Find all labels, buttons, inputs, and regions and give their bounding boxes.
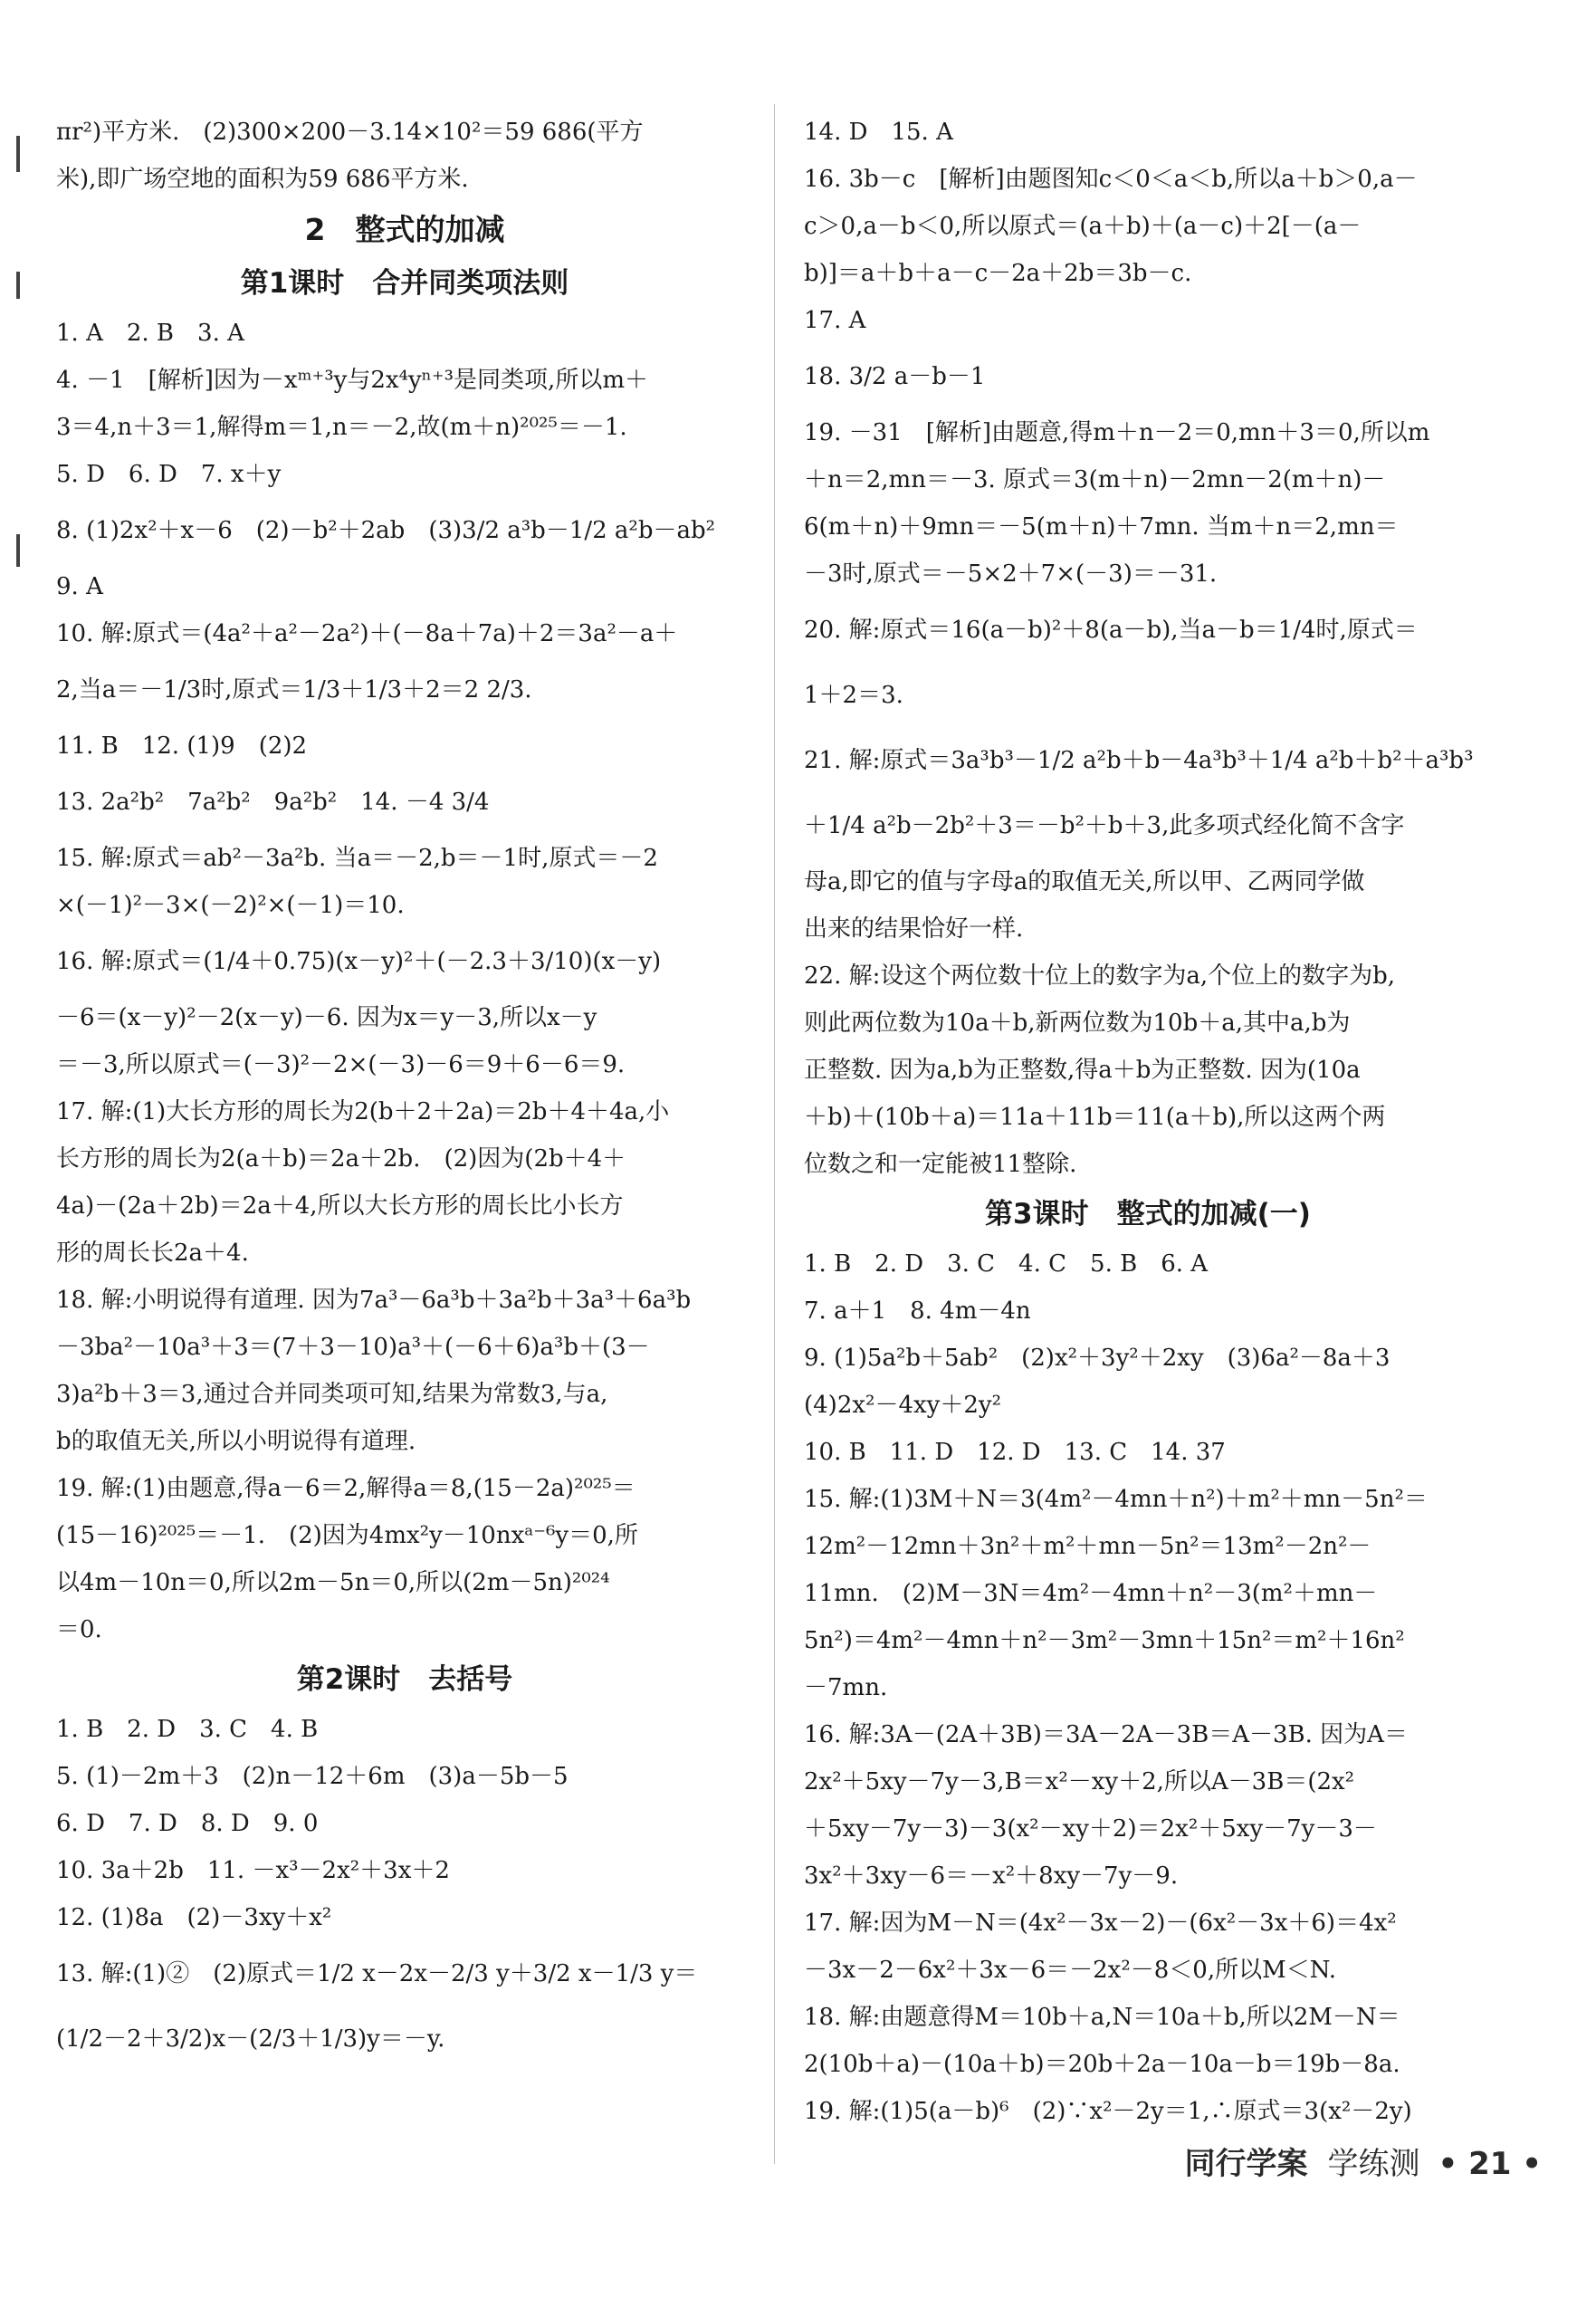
answer-line: 10. 解:原式＝(4a²＋a²－2a²)＋(－8a＋7a)＋2＝3a²－a＋ xyxy=(56,620,678,647)
answer-line: 16. 解:原式＝(1/4＋0.75)(x－y)²＋(－2.3＋3/10)(x－y) xyxy=(56,948,662,975)
answer-line: 4a)－(2a＋2b)＝2a＋4,所以大长方形的周长比小长方 xyxy=(56,1192,624,1220)
answer-line: ＋n＝2,mn＝－3. 原式＝3(m＋n)－2mn－2(m＋n)－ xyxy=(804,466,1386,493)
footer-brand: 同行学案 xyxy=(1184,2146,1308,2182)
answer-line: 12m²－12mn＋3n²＋m²＋mn－5n²＝13m²－2n²－ xyxy=(804,1533,1371,1560)
answer-line: ＝0. xyxy=(56,1616,102,1643)
answer-line: 以4m－10n＝0,所以2m－5n＝0,所以(2m－5n)²⁰²⁴ xyxy=(56,1569,610,1596)
answer-line: ＋5xy－7y－3)－3(x²－xy＋2)＝2x²＋5xy－7y－3－ xyxy=(804,1815,1377,1843)
answer-line: b的取值无关,所以小明说得有道理. xyxy=(56,1428,416,1455)
answer-line: 11mn. (2)M－3N＝4m²－4mn＋n²－3(m²＋mn－ xyxy=(804,1580,1378,1607)
left-column xyxy=(56,109,753,2072)
answer-line: 15. 解:(1)3M＋N＝3(4m²－4mn＋n²)＋m²＋mn－5n²＝ xyxy=(804,1486,1428,1513)
answer-line: b)]＝a＋b＋a－c－2a＋2b＝3b－c. xyxy=(804,260,1192,287)
answer-line: 母a,即它的值与字母a的取值无关,所以甲、乙两同学做 xyxy=(804,868,1365,895)
answer-line: 形的周长长2a＋4. xyxy=(56,1240,249,1267)
answer-line: (4)2x²－4xy＋2y² xyxy=(804,1392,1002,1419)
lesson-title: 第1课时 合并同类项法则 xyxy=(240,267,569,300)
answer-line: ×(－1)²－3×(－2)²×(－1)＝10. xyxy=(56,892,405,919)
lesson2-answers xyxy=(56,1706,753,2072)
answer-line: 2x²＋5xy－7y－3,B＝x²－xy＋2,所以A－3B＝(2x² xyxy=(804,1768,1355,1795)
answer-line: ＋b)＋(10b＋a)＝11a＋11b＝11(a＋b),所以这两个两 xyxy=(804,1104,1386,1131)
answer-line: (15－16)²⁰²⁵＝－1. (2)因为4mx²y－10nxᵃ⁻⁶y＝0,所 xyxy=(56,1522,638,1549)
answer-line: 7. a＋1 8. 4m－4n xyxy=(804,1297,1031,1325)
answer-line: 21. 解:原式＝3a³b³－1/2 a²b＋b－4a³b³＋1/4 a²b＋b²＋a³b³ xyxy=(804,747,1474,774)
section-title: 2 整式的加减 xyxy=(304,212,505,247)
answer-line: 长方形的周长为2(a＋b)＝2a＋2b. (2)因为(2b＋4＋ xyxy=(56,1145,626,1173)
answer-line: 2(10b＋a)－(10a＋b)＝20b＋2a－10a－b＝19b－8a. xyxy=(804,2051,1400,2078)
answer-line: 1. B 2. D 3. C 4. B xyxy=(56,1716,319,1743)
answer-line: 17. 解:(1)大长方形的周长为2(b＋2＋2a)＝2b＋4＋4a,小 xyxy=(56,1098,670,1125)
answer-line: 12. (1)8a (2)－3xy＋x² xyxy=(56,1904,332,1931)
answer-line: 18. 3/2 a－b－1 xyxy=(804,363,986,390)
answer-line: 4. －1 [解析]因为－xᵐ⁺³y与2x⁴yⁿ⁺³是同类项,所以m＋ xyxy=(56,367,648,394)
right-column xyxy=(804,109,1492,2135)
answer-line: 17. A xyxy=(804,307,866,334)
answer-line: －6＝(x－y)²－2(x－y)－6. 因为x＝y－3,所以x－y xyxy=(56,1004,597,1031)
answer-line: 9. A xyxy=(56,573,103,600)
lesson-title: 第3课时 整式的加减(一) xyxy=(985,1198,1311,1230)
answer-line: 13. 2a²b² 7a²b² 9a²b² 14. －4 3/4 xyxy=(56,789,490,816)
binding-mark xyxy=(16,272,20,299)
answer-line: 5n²)＝4m²－4mn＋n²－3m²－3mn＋15n²＝m²＋16n² xyxy=(804,1627,1405,1654)
footer-subtitle: 学练测 xyxy=(1327,2146,1420,2182)
column-divider xyxy=(774,104,775,2164)
answer-line: 18. 解:由题意得M＝10b＋a,N＝10a＋b,所以2M－N＝ xyxy=(804,2004,1400,2031)
answer-line: 6(m＋n)＋9mn＝－5(m＋n)＋7mn. 当m＋n＝2,mn＝ xyxy=(804,513,1399,541)
answer-line: 6. D 7. D 8. D 9. 0 xyxy=(56,1810,319,1837)
answer-line: 8. (1)2x²＋x－6 (2)－b²＋2ab (3)3/2 a³b－1/2 a²b－ab² xyxy=(56,517,716,544)
lesson1-answers xyxy=(56,310,753,1653)
answer-line: 10. B 11. D 12. D 13. C 14. 37 xyxy=(804,1439,1226,1466)
answer-line: 5. (1)－2m＋3 (2)n－12＋6m (3)a－5b－5 xyxy=(56,1763,569,1790)
answer-line: 2,当a＝－1/3时,原式＝1/3＋1/3＋2＝2 2/3. xyxy=(56,676,532,704)
answer-line: 22. 解:设这个两位数十位上的数字为a,个位上的数字为b, xyxy=(804,962,1396,990)
answer-line: 19. 解:(1)由题意,得a－6＝2,解得a＝8,(15－2a)²⁰²⁵＝ xyxy=(56,1475,636,1502)
answer-line: 1. B 2. D 3. C 4. C 5. B 6. A xyxy=(804,1250,1209,1278)
answer-line: 16. 解:3A－(2A＋3B)＝3A－2A－3B＝A－3B. 因为A＝ xyxy=(804,1721,1408,1748)
answer-line: 9. (1)5a²b＋5ab² (2)x²＋3y²＋2xy (3)6a²－8a＋3 xyxy=(804,1345,1391,1372)
answer-line: 3x²＋3xy－6＝－x²＋8xy－7y－9. xyxy=(804,1862,1179,1890)
continued-answers xyxy=(804,109,1492,1188)
answer-line: －3ba²－10a³＋3＝(7＋3－10)a³＋(－6＋6)a³b＋(3－ xyxy=(56,1334,650,1361)
answer-line: 13. 解:(1)② (2)原式＝1/2 x－2x－2/3 y＋3/2 x－1/3 y＝ xyxy=(56,1960,698,1987)
answer-line: －7mn. xyxy=(804,1674,888,1701)
answer-line: 5. D 6. D 7. x＋y xyxy=(56,461,282,488)
answer-line: c＞0,a－b＜0,所以原式＝(a＋b)＋(a－c)＋2[－(a－ xyxy=(804,213,1362,240)
answer-line: 17. 解:因为M－N＝(4x²－3x－2)－(6x²－3x＋6)＝4x² xyxy=(804,1910,1397,1937)
answer-line: 1＋2＝3. xyxy=(804,682,903,709)
answer-line: (1/2－2＋3/2)x－(2/3＋1/3)y＝－y. xyxy=(56,2025,445,2053)
text-line: 米),即广场空地的面积为59 686平方米. xyxy=(56,166,469,193)
lesson-title: 第2课时 去括号 xyxy=(296,1663,513,1696)
text-line: πr²)平方米. (2)300×200－3.14×10²＝59 686(平方 xyxy=(56,119,644,146)
answer-line: 3)a²b＋3＝3,通过合并同类项可知,结果为常数3,与a, xyxy=(56,1381,608,1408)
answer-line: 16. 3b－c [解析]由题图知c＜0＜a＜b,所以a＋b＞0,a－ xyxy=(804,166,1418,193)
page-footer xyxy=(1185,2137,1542,2191)
answer-line: ＝－3,所以原式＝(－3)²－2×(－3)－6＝9＋6－6＝9. xyxy=(56,1051,626,1078)
answer-line: －3x－2－6x²＋3x－6＝－2x²－8＜0,所以M＜N. xyxy=(804,1957,1337,1984)
answer-line: －3时,原式＝－5×2＋7×(－3)＝－31. xyxy=(804,560,1218,588)
answer-line: 19. 解:(1)5(a－b)⁶ (2)∵x²－2y＝1,∴原式＝3(x²－2y) xyxy=(804,2098,1412,2125)
answer-line: 10. 3a＋2b 11. －x³－2x²＋3x＋2 xyxy=(56,1857,450,1884)
answer-line: 1. A 2. B 3. A xyxy=(56,320,244,347)
answer-line: 则此两位数为10a＋b,新两位数为10b＋a,其中a,b为 xyxy=(804,1010,1351,1037)
answer-line: ＋1/4 a²b－2b²＋3＝－b²＋b＋3,此多项式经化简不含字 xyxy=(804,812,1405,839)
lesson3-answers xyxy=(804,1240,1492,2135)
answer-line: 19. －31 [解析]由题意,得m＋n－2＝0,mn＋3＝0,所以m xyxy=(804,419,1430,446)
binding-mark xyxy=(16,534,20,567)
answer-line: 15. 解:原式＝ab²－3a²b. 当a＝－2,b＝－1时,原式＝－2 xyxy=(56,845,658,872)
answer-line: 出来的结果恰好一样. xyxy=(804,915,1024,943)
answer-line: 11. B 12. (1)9 (2)2 xyxy=(56,732,308,760)
binding-mark xyxy=(16,136,20,172)
answer-line: 3＝4,n＋3＝1,解得m＝1,n＝－2,故(m＋n)²⁰²⁵＝－1. xyxy=(56,414,627,441)
answer-line: 位数之和一定能被11整除. xyxy=(804,1151,1077,1178)
answer-line: 正整数. 因为a,b为正整数,得a＋b为正整数. 因为(10a xyxy=(804,1057,1361,1084)
page-number: • 21 • xyxy=(1438,2146,1542,2182)
answer-line: 20. 解:原式＝16(a－b)²＋8(a－b),当a－b＝1/4时,原式＝ xyxy=(804,617,1418,644)
answer-line: 14. D 15. A xyxy=(804,119,953,146)
answer-line: 18. 解:小明说得有道理. 因为7a³－6a³b＋3a²b＋3a³＋6a³b xyxy=(56,1287,692,1314)
